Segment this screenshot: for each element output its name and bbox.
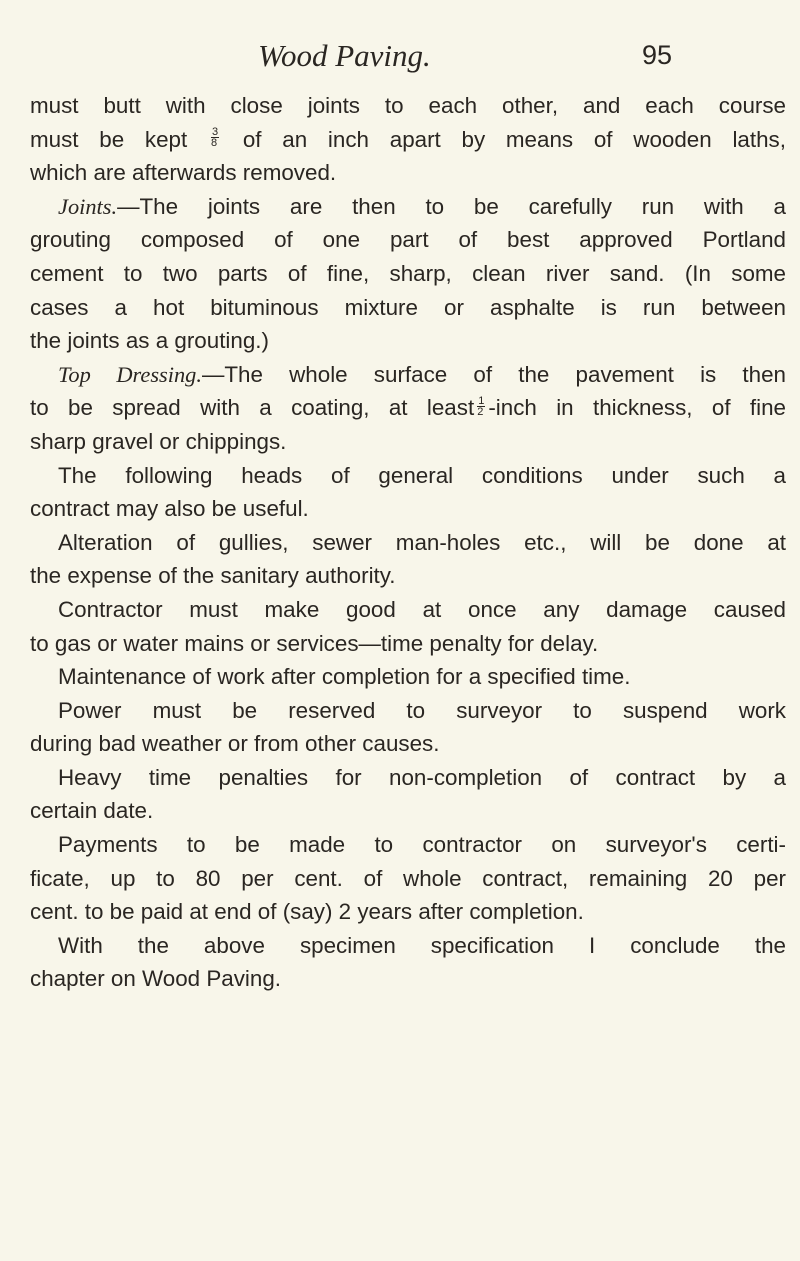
text-line: sharp gravel or chippings.	[30, 428, 287, 454]
text-line: must butt with close joints to each other, and each course	[30, 93, 786, 118]
text-fragment: —The joints are then to be carefully run with a	[117, 193, 786, 219]
text-fragment: to be spread with a coating, at least	[30, 395, 475, 421]
section-lead-joints: Joints.	[58, 193, 118, 219]
text-fragment: —The whole surface of the pavement is then	[201, 361, 786, 387]
fraction-denominator: 2	[477, 405, 484, 418]
text-line: cases a hot bituminous mixture or asphalte is run between	[30, 294, 786, 320]
text-line: certain date.	[30, 798, 154, 824]
section-lead-top-dressing: Top Dressing.	[58, 361, 202, 387]
text-fragment: must be kept	[30, 126, 188, 152]
fraction	[211, 127, 219, 148]
text-line: during bad weather or from other causes.	[30, 731, 440, 757]
text-line: the joints as a grouting.)	[30, 328, 269, 354]
running-head	[0, 38, 800, 78]
text-line	[30, 190, 786, 224]
text-line: Alteration of gullies, sewer man-holes etc., will be done at	[58, 529, 786, 555]
text-line	[30, 358, 786, 392]
page-number: 95	[642, 40, 673, 70]
text-line: which are afterwards removed.	[30, 160, 337, 186]
fraction-denominator: 8	[210, 137, 218, 150]
text-line: Power must be reserved to surveyor to suspend work	[58, 697, 786, 723]
text-line: ficate, up to 80 per cent. of whole contract, remaining 20 per	[30, 865, 786, 891]
body-text	[30, 89, 786, 996]
fraction-numerator: 1	[478, 394, 485, 407]
text-line: Contractor must make good at once any damage caused	[58, 596, 786, 622]
text-line: Payments to be made to contractor on surveyor's certi-	[58, 832, 786, 858]
fraction-numerator: 3	[211, 126, 219, 139]
text-fragment: of an inch apart by means of wooden laths,	[242, 126, 786, 152]
text-line: With the above specimen specification I conclude the	[58, 932, 786, 958]
text-line: The following heads of general conditions under such a	[58, 462, 786, 488]
text-line: chapter on Wood Paving.	[30, 966, 282, 992]
text-line: contract may also be useful.	[30, 496, 309, 522]
text-line	[30, 123, 786, 157]
fraction	[477, 396, 485, 417]
text-line: to gas or water mains or services—time penalty for delay.	[30, 630, 599, 656]
text-line: Maintenance of work after completion for a specified time.	[58, 664, 631, 690]
text-fragment: -inch in thickness, of fine	[488, 395, 787, 421]
text-line: cement to two parts of fine, sharp, clean river sand. (In some	[30, 260, 786, 286]
text-line: the expense of the sanitary authority.	[30, 563, 396, 589]
text-line: cent. to be paid at end of (say) 2 years after completion.	[30, 899, 584, 925]
running-title: Wood Paving.	[258, 38, 431, 73]
text-line: grouting composed of one part of best approved Portland	[30, 227, 786, 253]
text-line: Heavy time penalties for non-completion of contract by a	[58, 764, 786, 790]
text-line	[30, 391, 786, 425]
